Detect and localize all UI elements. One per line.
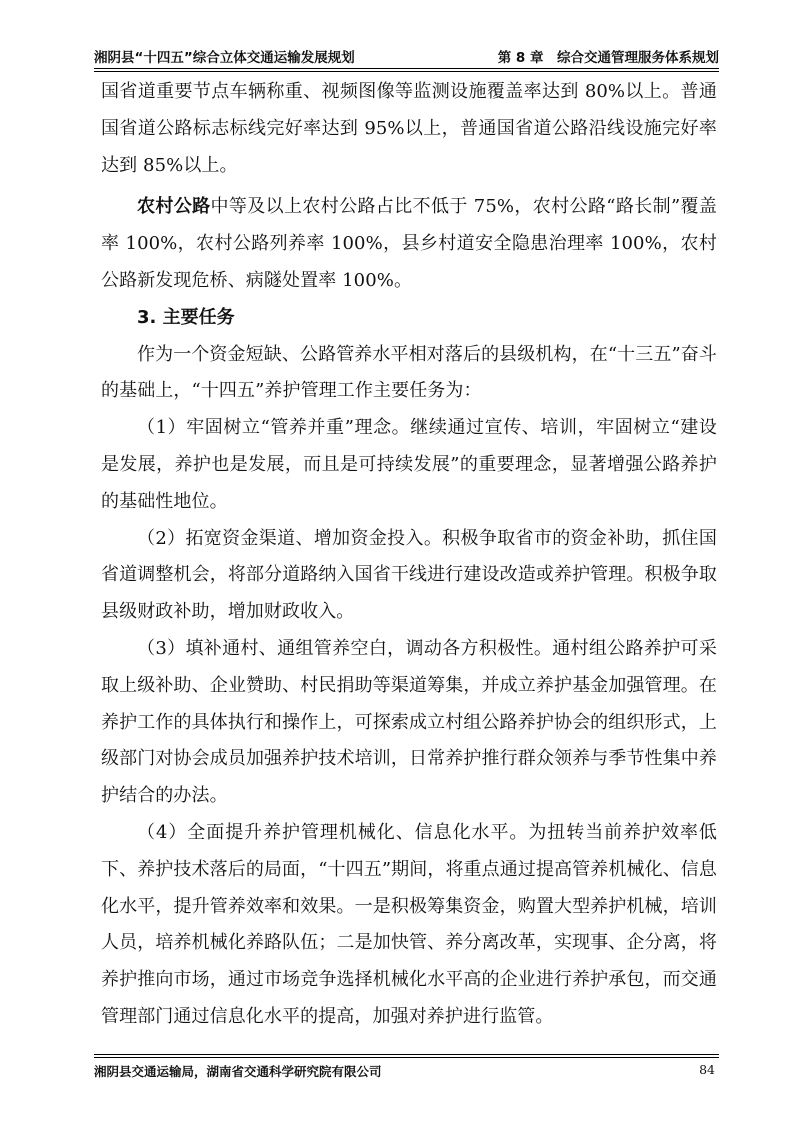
paragraph-task-1: （1）牢固树立“管养并重”理念。继续通过宣传、培训，牢固树立“建设是发展，养护也是发展，而且是可持续发展”的重要理念，显著增强公路养护的基础性地位。 [101,417,717,512]
header-document-title: 湘阴县“十四五”综合立体交通运输发展规划 [94,50,355,66]
paragraph-intro: 作为一个资金短缺、公路管养水平相对落后的县级机构，在“十三五”奋斗的基础上，“十四五”养护管理工作主要任务为： [101,343,717,402]
paragraph-task-4: （4）全面提升养护管理机械化、信息化水平。为扭转当前养护效率低下、养护技术落后的局面，“十四五”期间，将重点通过提高管养机械化、信息化水平，提升管养效率和效果。一是积极筹集资金，购置大型养护机械，培训人员，培养机械化养路队伍；二是加快管、养分离改革，实现事、企分离，将养护推向市场，通过市场竞争选择机械化水平高的企业进行养护承包，而交通管理部门通过信息化水平的提高，加强对养护进行监管。 [101,821,717,1027]
paragraph-national-roads: 国省道重要节点车辆称重、视频图像等监测设施覆盖率达到 80%以上。普通国省道公路标志标线完好率达到 95%以上，普通国省道公路沿线设施完好率达到 85%以上。 [101,81,717,176]
footer-divider-thin [94,1057,719,1058]
page-footer [94,1062,719,1082]
paragraph-rural-roads [101,189,717,299]
rural-roads-lead: 农村公路 [137,196,211,218]
paragraph-task-3: （3）填补通村、通组管养空白，调动各方积极性。通村组公路养护可采取上级补助、企业赞助、村民捐助等渠道筹集，并成立养护基金加强管理。在养护工作的具体执行和操作上，可探索成立村组公路养护协会的组织形式，上级部门对协会成员加强养护技术培训，日常养护推行群众领养与季节性集中养护结合的办法。 [101,637,717,807]
page-number: 84 [699,1062,715,1077]
rural-roads-text: 中等及以上农村公路占比不低于 75%，农村公路“路长制”覆盖率 100%，农村公路列养率 100%，县乡村道安全隐患治理率 100%，农村公路新发现危桥、病隧处置率 100%。 [101,196,717,291]
footer-divider [94,1054,719,1055]
paragraph-task-2: （2）拓宽资金渠道、增加资金投入。积极争取省市的资金补助，抓住国省道调整机会，将部分道路纳入国省干线进行建设改造或养护管理。积极争取县级财政补助，增加财政收入。 [101,527,717,623]
header-chapter-title: 第 8 章 综合交通管理服务体系规划 [497,50,719,66]
section-heading-main-tasks: 3. 主要任务 [137,306,235,328]
page-header [94,42,719,69]
page-body [101,74,717,1036]
header-divider [94,71,719,72]
footer-organizations: 湘阴县交通运输局，湖南省交通科学研究院有限公司 [94,1064,382,1079]
